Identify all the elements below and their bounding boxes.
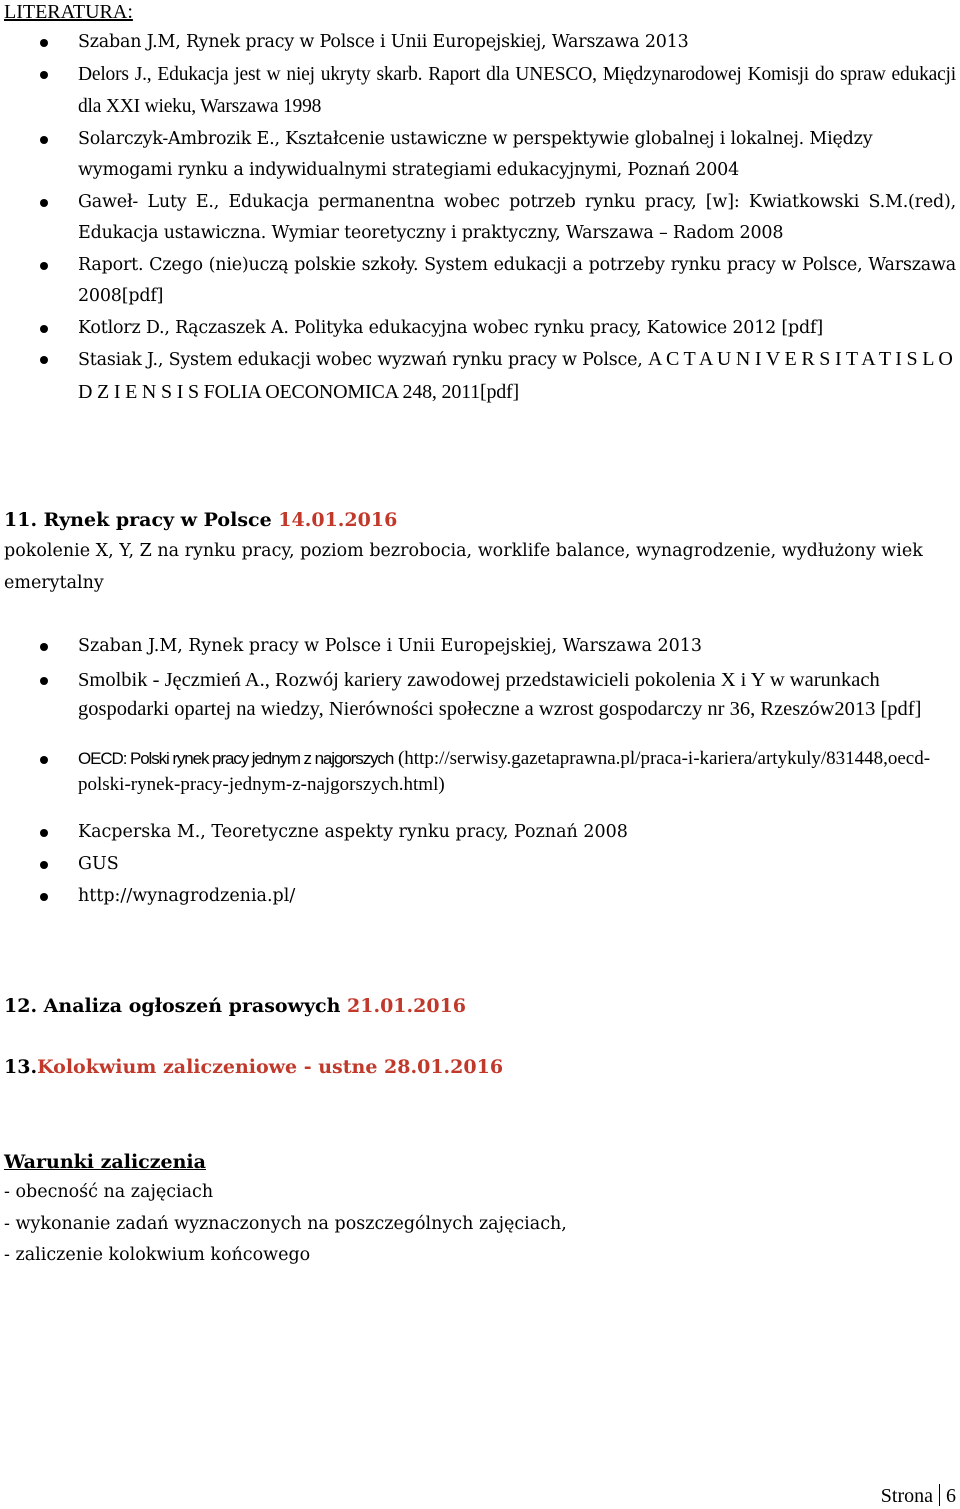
- bullet-icon: [40, 861, 48, 869]
- list-item: [0, 631, 960, 662]
- bullet-icon: [40, 325, 48, 333]
- warunki-line: - wykonanie zadań wyznaczonych na poszczególnych zajęciach,: [4, 1213, 567, 1234]
- reference-text: Szaban J.M, Rynek pracy w Polsce i Unii Europejskiej, Warszawa 2013: [78, 636, 702, 656]
- page-label: Strona: [880, 1485, 933, 1507]
- page-number: 6: [946, 1485, 956, 1507]
- reference-text: Gaweł- Luty E., Edukacja permanentna wobec potrzeb rynku pracy, [w]: Kwiatkowski S.M.(red), Edukacja ustawiczna. Wymiar teoretyczny i praktyczny, Warszawa – Radom 2008: [78, 191, 956, 243]
- reference-text: Stasiak J., System edukacji wobec wyzwań rynku pracy w Polsce,: [78, 350, 649, 370]
- bullet-icon: [40, 199, 48, 207]
- list-item: [0, 724, 960, 798]
- bullet-icon: [40, 71, 48, 79]
- list-item: [0, 59, 960, 124]
- bullet-icon: [40, 262, 48, 270]
- list-item: [0, 848, 960, 880]
- section-number: 13.: [4, 1056, 38, 1078]
- section-title-text: 12. Analiza ogłoszeń prasowych: [4, 995, 348, 1017]
- bullet-icon: [40, 829, 48, 837]
- warunki-heading: Warunki zaliczenia: [4, 1151, 206, 1173]
- reference-text: Szaban J.M, Rynek pracy w Polsce i Unii Europejskiej, Warszawa 2013: [78, 32, 689, 52]
- list-item: [0, 798, 960, 848]
- list-item: [0, 187, 960, 250]
- list-item: [0, 250, 960, 313]
- reference-text: http://wynagrodzenia.pl/: [78, 886, 296, 906]
- section-date: 14.01.2016: [278, 509, 398, 531]
- list-item: [0, 27, 960, 59]
- reference-text: GUS: [78, 854, 119, 874]
- reference-title: OECD: Polski rynek pracy jednym z najgorszych: [78, 749, 394, 768]
- reference-text: Kotlorz D., Rączaszek A. Polityka edukacyjna wobec rynku pracy, Katowice 2012 [pdf]: [78, 317, 823, 338]
- warunki-line: - obecność na zajęciach: [4, 1182, 214, 1202]
- literatura-list: [0, 27, 960, 409]
- section-11-list: [0, 631, 960, 912]
- warunki-line: - zaliczenie kolokwium końcowego: [4, 1245, 311, 1265]
- literatura-heading: LITERATURA:: [4, 1, 133, 23]
- list-item: [0, 313, 960, 345]
- list-item: [0, 124, 960, 187]
- reference-text: Kacperska M., Teoretyczne aspekty rynku pracy, Poznań 2008: [78, 822, 628, 842]
- footer-divider: [939, 1484, 940, 1506]
- bullet-icon: [40, 677, 48, 685]
- bullet-icon: [40, 643, 48, 651]
- page-footer: [881, 1484, 956, 1508]
- list-item: [0, 662, 960, 724]
- bullet-icon: [40, 756, 48, 764]
- section-title-text: 11. Rynek pracy w Polsce: [4, 509, 279, 531]
- section-date: 21.01.2016: [347, 995, 467, 1017]
- list-item: [0, 880, 960, 912]
- section-11-description: pokolenie X, Y, Z na rynku pracy, poziom bezrobocia, worklife balance, wynagrodzenie, wydłużony wiek emerytalny: [4, 541, 923, 593]
- bullet-icon: [40, 136, 48, 144]
- reference-text: Smolbik - Jęczmień A., Rozwój kariery zawodowej przedstawicieli pokolenia X i Y w warunkach gospodarki opartej na wiedzy, Nierówności społeczne a wzrost gospodarczy nr 36, Rzeszów2013 [pdf]: [78, 669, 922, 720]
- bullet-icon: [40, 893, 48, 901]
- section-11-title: [4, 508, 397, 532]
- section-12-title: [4, 994, 466, 1018]
- reference-journal: A C T A U N I V E R S I T A T I S L O D Z I E N S I S FOLIA OECONOMICA 248, 2011[pdf]: [78, 348, 953, 403]
- section-13-title: [4, 1055, 503, 1079]
- list-item: [0, 344, 960, 409]
- warunki-list: [4, 1177, 954, 1272]
- section-date: 28.01.2016: [384, 1056, 504, 1078]
- reference-text: Raport. Czego (nie)uczą polskie szkoły. System edukacji a potrzeby rynku pracy w Polsce, Warszawa 2008[pdf]: [78, 254, 956, 306]
- section-title-text: Kolokwium zaliczeniowe - ustne: [37, 1056, 385, 1078]
- reference-text: Solarczyk-Ambrozik E., Kształcenie ustawiczne w perspektywie globalnej i lokalnej. Między wymogami rynku a indywidualnymi strategiami edukacyjnymi, Poznań 2004: [78, 128, 873, 180]
- bullet-icon: [40, 356, 48, 364]
- bullet-icon: [40, 39, 48, 47]
- reference-link: (http://serwisy.gazetaprawna.pl/praca-i-kariera/artykuly/831448,oecd-polski-rynek-pracy-jednym-z-najgorszych.html): [78, 748, 931, 795]
- reference-text: Delors J., Edukacja jest w niej ukryty skarb. Raport dla UNESCO, Międzynarodowej Komisji do spraw edukacji dla XXI wieku, Warszawa 1998: [78, 63, 956, 117]
